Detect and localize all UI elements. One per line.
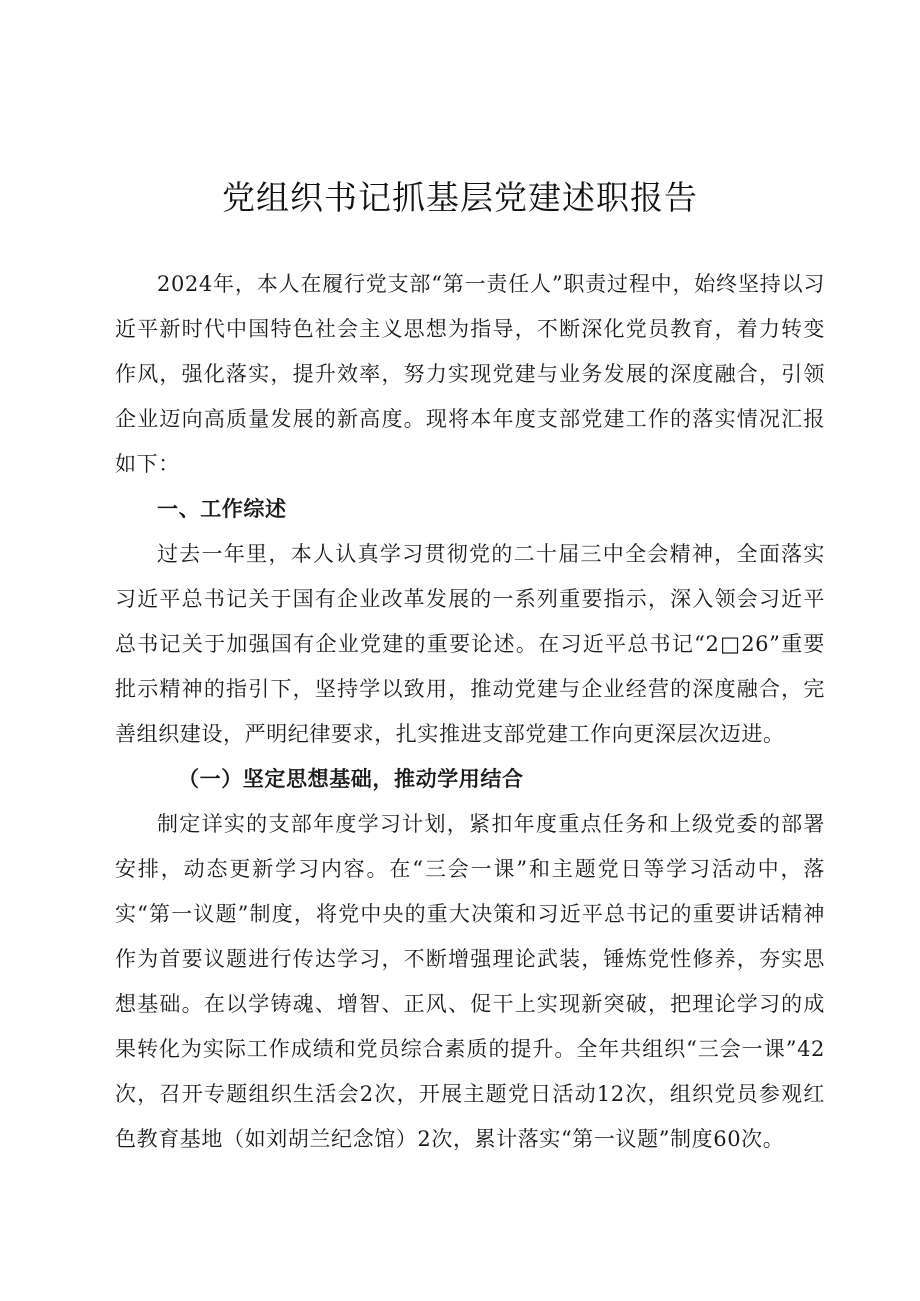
work-summary-paragraph: 过去一年里，本人认真学习贯彻党的二十届三中全会精神，全面落实习近平总书记关于国有企业改革发展的一系列重要指示，深入领会习近平总书记关于加强国有企业党建的重要论述。在习近平总书记“2□26”重要批示精神的指引下，坚持学以致用，推动党建与企业经营的深度融合，完善组织建设，严明纪律要求，扎实推进支部党建工作向更深层次迈进。	[115, 542, 825, 746]
ideology-paragraph: 制定详实的支部年度学习计划，紧扣年度重点任务和上级党委的部署安排，动态更新学习内容。在“三会一课”和主题党日等学习活动中，落实“第一议题”制度，将党中央的重大决策和习近平总书记的重要讲话精神作为首要议题进行传达学习，不断增强理论武装，锤炼党性修养，夯实思想基础。在以学铸魂、增智、正风、促干上实现新突破，把理论学习的成果转化为实际工作成绩和党员综合素质的提升。全年共组织“三会一课”42次，召开专题组织生活会2次，开展主题党日活动12次，组织党员参观红色教育基地（如刘胡兰纪念馆）2次，累计落实“第一议题”制度60次。	[115, 812, 825, 1151]
subsection-heading-ideology: （一）坚定思想基础，推动学用结合	[178, 767, 524, 791]
intro-paragraph: 2024年，本人在履行党支部“第一责任人”职责过程中，始终坚持以习近平新时代中国特色社会主义思想为指导，不断深化党员教育，着力转变作风，强化落实，提升效率，努力实现党建与业务发展的深度融合，引领企业迈向高质量发展的新高度。现将本年度支部党建工作的落实情况汇报如下：	[115, 272, 825, 476]
document-title: 党组织书记抓基层党建述职报告	[222, 178, 698, 217]
document-body	[115, 262, 825, 1162]
section-heading-work-summary: 一、工作综述	[157, 497, 287, 521]
